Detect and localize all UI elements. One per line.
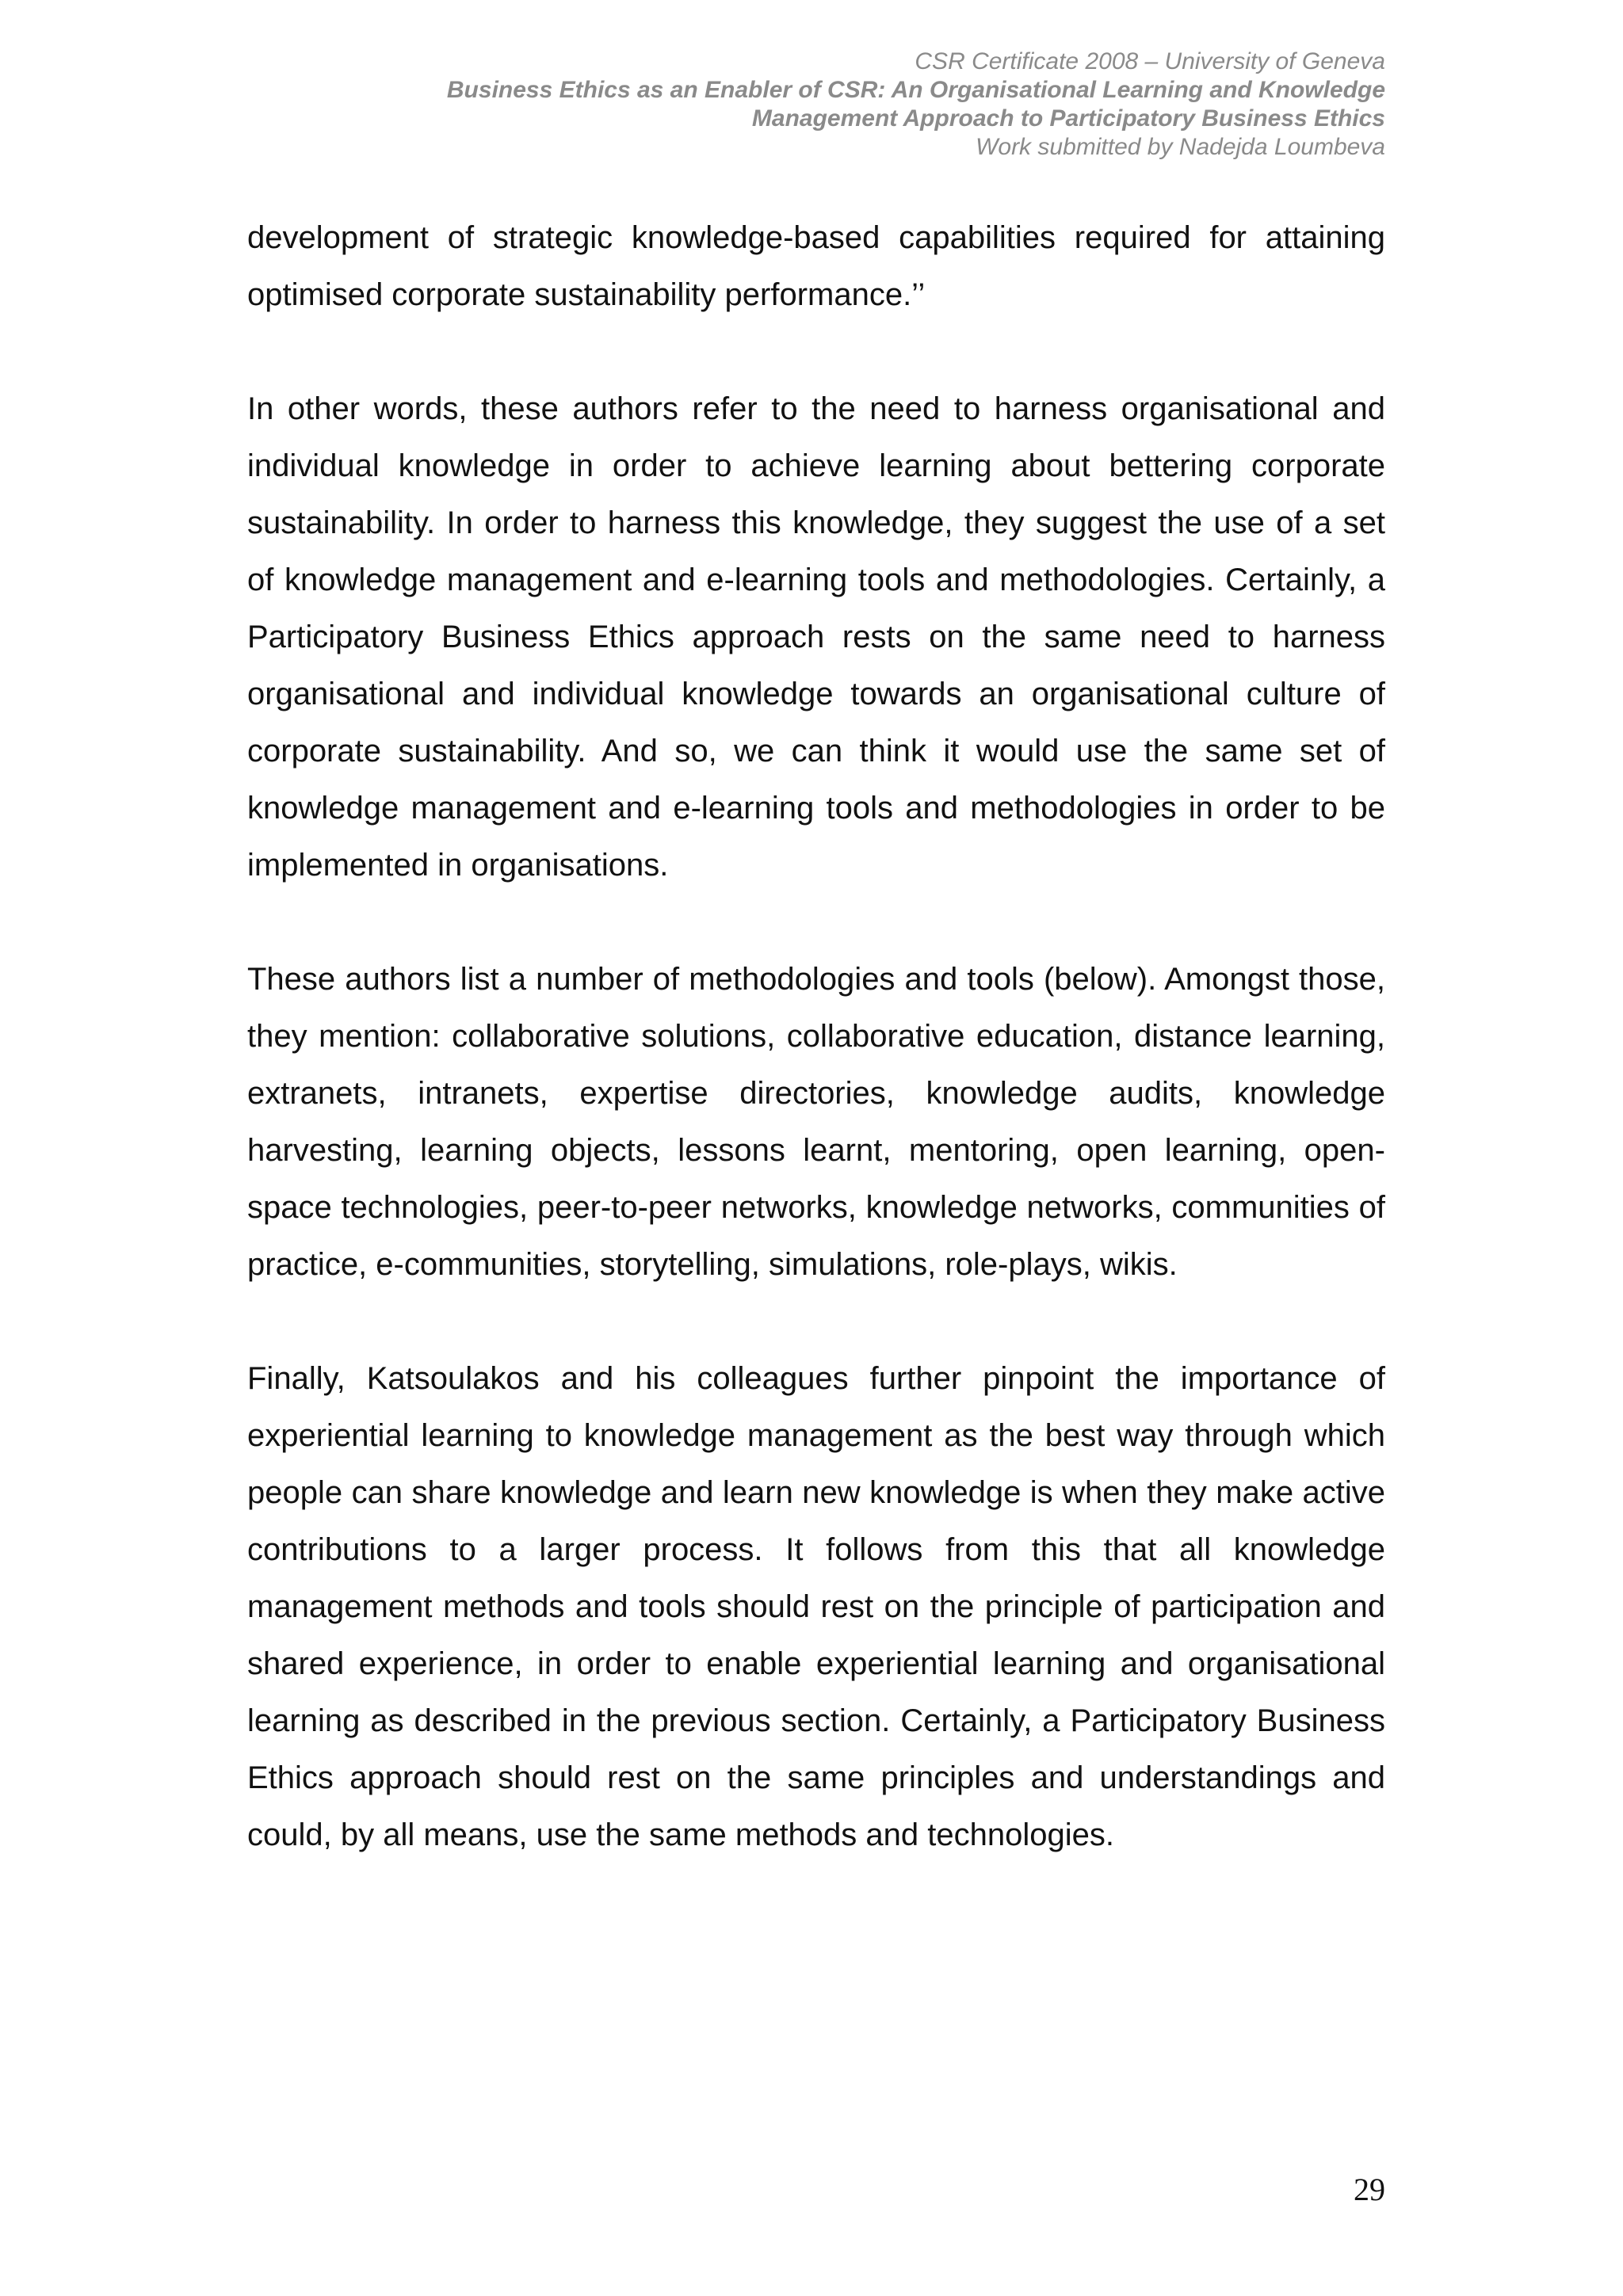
body-text: [247, 209, 1385, 1920]
header-title-line-1: Business Ethics as an Enabler of CSR: An Organisational Learning and Knowledge: [446, 77, 1385, 103]
paragraph-3: These authors list a number of methodologies and tools (below). Amongst those, they mention: collaborative solutions, collaborative education, distance learning, extranets, intranets, expertise directories, knowledge audits, knowledge harvesting, learning objects, lessons learnt, mentoring, open learning, open-space technologies, peer-to-peer networks, knowledge networks, communities of practice, e-communities, storytelling, simulations, role-plays, wikis.: [247, 962, 1385, 1282]
header-author-line: Work submitted by Nadejda Loumbeva: [976, 134, 1385, 160]
paragraph-2: In other words, these authors refer to the need to harness organisational and individual knowledge in order to achieve learning about bettering corporate sustainability. In order to harness this knowledge, they suggest the use of a set of knowledge management and e-learning tools and methodologies. Certainly, a Participatory Business Ethics approach rests on the same need to harness organisational and individual knowledge towards an organisational culture of corporate sustainability. And so, we can think it would use the same set of knowledge management and e-learning tools and methodologies in order to be implemented in organisations.: [247, 391, 1385, 883]
page-number: 29: [1354, 2172, 1385, 2207]
paragraph-4: Finally, Katsoulakos and his colleagues further pinpoint the importance of experiential learning to knowledge management as the best way through which people can share knowledge and learn new knowledge is when they make active contributions to a larger process. It follows from this that all knowledge management methods and tools should rest on the principle of participation and shared experience, in order to enable experiential learning and organisational learning as described in the previous section. Certainly, a Participatory Business Ethics approach should rest on the same principles and understandings and could, by all means, use the same methods and technologies.: [247, 1361, 1385, 1852]
header-certificate-line: CSR Certificate 2008 – University of Geneva: [915, 48, 1385, 74]
running-header: [117, 48, 1385, 162]
paragraph-1: development of strategic knowledge-based capabilities required for attaining optimised corporate sustainability performance.’’: [247, 220, 1385, 312]
header-title-line-2: Management Approach to Participatory Business Ethics: [751, 105, 1385, 132]
